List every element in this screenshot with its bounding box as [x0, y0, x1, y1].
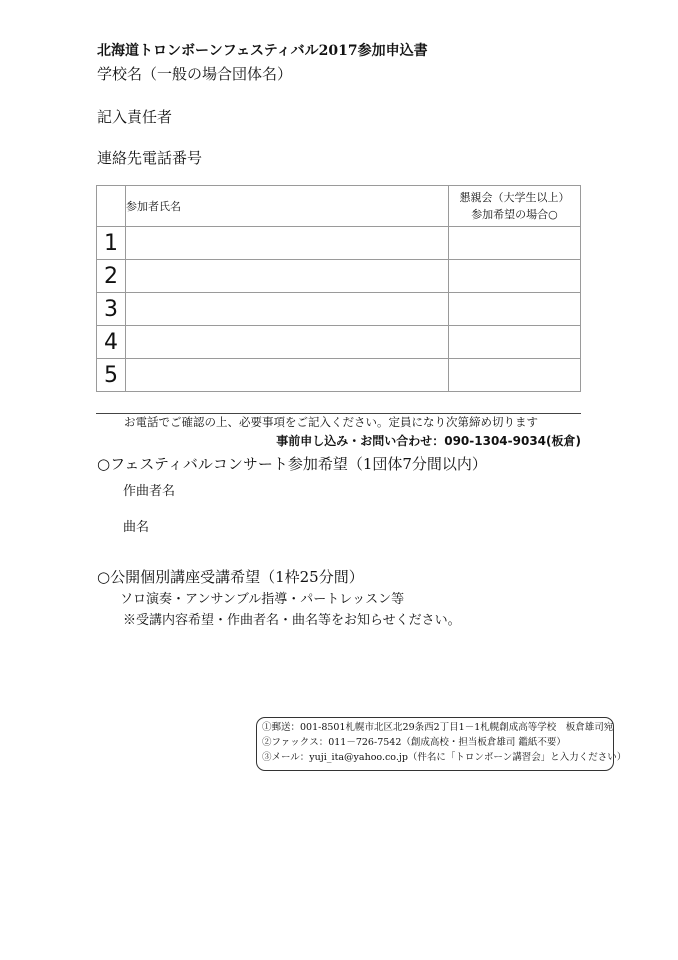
table-row	[97, 293, 581, 326]
name-cell[interactable]	[126, 260, 449, 293]
party-cell[interactable]	[449, 227, 581, 260]
row-number: 5	[97, 359, 126, 392]
school-name-label: 学校名（一般の場合団体名）	[97, 65, 293, 83]
submission-info-box	[256, 717, 627, 771]
participant-table	[96, 185, 581, 392]
party-cell[interactable]	[449, 326, 581, 359]
lesson-heading: ○公開個別講座受講希望（1枠25分間）	[97, 568, 364, 586]
composer-label: 作曲者名	[123, 484, 176, 499]
table-header-row	[97, 186, 581, 227]
form-title: 北海道トロンボーンフェスティバル2017参加申込書	[97, 43, 428, 59]
table-row	[97, 359, 581, 392]
email-line: ③メール：yuji_ita@yahoo.co.jp（件名に「トロンボーン講習会」と入力ください）	[262, 752, 627, 763]
concert-heading: ○フェスティバルコンサート参加希望（1団体7分間以内）	[97, 455, 487, 473]
person-in-charge-label: 記入責任者	[97, 108, 173, 126]
table-row	[97, 326, 581, 359]
party-cell[interactable]	[449, 260, 581, 293]
party-attendance-header	[449, 186, 581, 227]
phone-label: 連絡先電話番号	[97, 149, 203, 167]
row-number: 1	[97, 227, 126, 260]
piece-label: 曲名	[123, 520, 150, 535]
table-row	[97, 227, 581, 260]
party-cell[interactable]	[449, 359, 581, 392]
name-cell[interactable]	[126, 326, 449, 359]
lesson-note: ※受講内容希望・作曲者名・曲名等をお知らせください。	[123, 613, 461, 628]
fax-line: ②ファックス：011－726-7542（創成高校・担当板倉雄司 鑑紙不要）	[262, 737, 566, 748]
number-header-cell	[97, 186, 126, 227]
participant-name-header: 参加者氏名	[126, 186, 449, 227]
row-number: 2	[97, 260, 126, 293]
lesson-types: ソロ演奏・アンサンブル指導・パートレッスン等	[120, 592, 405, 607]
table-row	[97, 260, 581, 293]
party-header-line2: 参加希望の場合○	[471, 208, 558, 221]
name-cell[interactable]	[126, 359, 449, 392]
mail-line: ①郵送：001-8501札幌市北区北29条西2丁目1－1札幌創成高等学校 板倉雄司宛	[262, 722, 614, 733]
confirmation-note: お電話でご確認の上、必要事項をご記入ください。定員になり次第締め切ります	[124, 415, 538, 429]
contact-info: 事前申し込み・お問い合わせ：090-1304-9034(板倉)	[276, 434, 581, 448]
name-cell[interactable]	[126, 293, 449, 326]
row-number: 4	[97, 326, 126, 359]
name-cell[interactable]	[126, 227, 449, 260]
row-number: 3	[97, 293, 126, 326]
party-cell[interactable]	[449, 293, 581, 326]
party-header-line1: 懇親会（大学生以上）	[459, 191, 570, 204]
